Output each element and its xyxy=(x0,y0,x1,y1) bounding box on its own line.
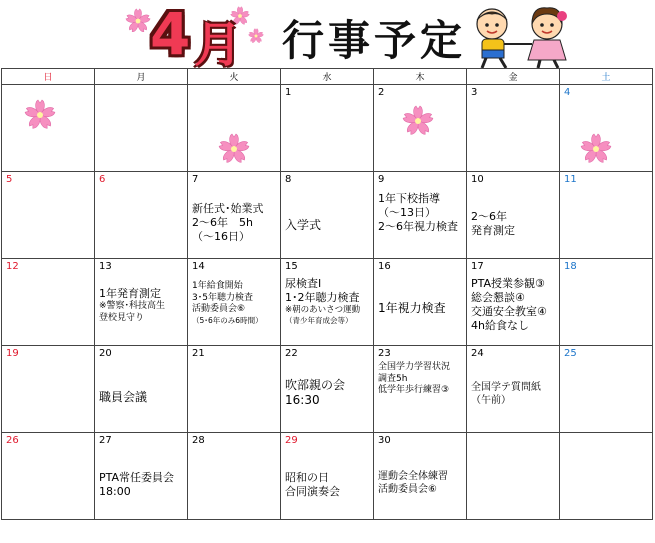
day-cell-12 xyxy=(2,259,95,346)
week-row-3 xyxy=(2,259,653,346)
event-text xyxy=(285,378,345,409)
event-text xyxy=(285,277,360,326)
event-line: 1年視力検査 xyxy=(378,301,446,315)
weekday-sun: 日 xyxy=(2,69,95,85)
day-cell-30 xyxy=(374,433,467,520)
event-line: 2～6年視力検査 xyxy=(378,220,458,234)
event-text xyxy=(378,362,450,397)
cherry-blossom-icon xyxy=(402,105,434,137)
week-row-5 xyxy=(2,433,653,520)
event-line: 活動委員会⑥ xyxy=(192,304,246,315)
event-line: 1年給食開始 xyxy=(192,281,243,291)
day-number: 28 xyxy=(192,435,205,446)
day-cell-7 xyxy=(188,172,281,259)
cherry-blossom-icon xyxy=(218,133,250,165)
day-cell-8 xyxy=(281,172,374,259)
event-text xyxy=(99,390,147,405)
day-number: 1 xyxy=(285,87,292,98)
day-number: 22 xyxy=(285,348,298,359)
day-number: 13 xyxy=(99,261,112,272)
event-line: （～13日） xyxy=(378,206,436,220)
event-line: 全国学テ質問紙 xyxy=(471,382,541,393)
day-number: 4 xyxy=(564,87,571,98)
calendar-grid xyxy=(1,68,653,520)
day-cell-21 xyxy=(188,346,281,433)
event-line: 発育測定 xyxy=(471,224,515,238)
day-number: 6 xyxy=(99,174,106,185)
event-text xyxy=(99,287,165,324)
cherry-blossom-icon xyxy=(24,99,56,131)
event-line: 低学年歩行練習③ xyxy=(378,385,450,396)
event-text xyxy=(378,471,448,497)
weekday-tue: 火 xyxy=(188,69,281,85)
day-number: 2 xyxy=(378,87,385,98)
day-number: 25 xyxy=(564,348,577,359)
day-cell-22 xyxy=(281,346,374,433)
day-cell-18 xyxy=(560,259,653,346)
week-row-4 xyxy=(2,346,653,433)
calendar-header xyxy=(0,0,655,73)
day-cell-27 xyxy=(95,433,188,520)
day-number: 12 xyxy=(6,261,19,272)
event-line: ※警察･科技高生 xyxy=(99,301,166,312)
children-illustration xyxy=(462,2,582,70)
event-text xyxy=(471,277,547,333)
week-row-1 xyxy=(2,85,653,172)
day-cell-9 xyxy=(374,172,467,259)
month-kanji: 月 xyxy=(194,17,243,73)
event-line: 活動委員会⑥ xyxy=(378,483,437,495)
day-cell-29 xyxy=(281,433,374,520)
day-number: 18 xyxy=(564,261,577,272)
day-number: 7 xyxy=(192,174,199,185)
day-number: 20 xyxy=(99,348,112,359)
event-line: ※朝のあいさつ運動 xyxy=(285,305,361,316)
day-cell-empty xyxy=(95,85,188,172)
event-text xyxy=(471,382,541,408)
event-line: 総会懇談④ xyxy=(471,291,525,305)
day-cell-17 xyxy=(467,259,560,346)
day-number: 19 xyxy=(6,348,19,359)
day-number: 27 xyxy=(99,435,112,446)
event-line: 4h給食なし xyxy=(471,319,529,333)
event-line: （～16日） xyxy=(192,230,250,244)
day-cell-28 xyxy=(188,433,281,520)
day-number: 14 xyxy=(192,261,205,272)
event-text xyxy=(378,301,446,316)
event-line: 登校見守り xyxy=(99,312,145,323)
day-cell-10 xyxy=(467,172,560,259)
event-text xyxy=(471,210,515,238)
weekday-fri: 金 xyxy=(467,69,560,85)
day-cell-6 xyxy=(95,172,188,259)
day-cell-25 xyxy=(560,346,653,433)
event-line: 吹部親の会 xyxy=(285,378,346,392)
day-number: 16 xyxy=(378,261,391,272)
event-line: 運動会全体練習 xyxy=(378,471,448,482)
day-cell-1 xyxy=(281,85,374,172)
event-line: （5･6年のみ6時間） xyxy=(192,315,263,325)
day-cell-16 xyxy=(374,259,467,346)
event-line: PTA常任委員会 xyxy=(99,471,175,484)
event-line: 新任式･始業式 xyxy=(192,202,264,215)
day-number: 23 xyxy=(378,348,391,359)
day-number: 10 xyxy=(471,174,484,185)
day-cell-14 xyxy=(188,259,281,346)
page-title: 行事予定 xyxy=(282,16,467,65)
day-number: 17 xyxy=(471,261,484,272)
day-cell-4 xyxy=(560,85,653,172)
event-line: 全国学力学習状況 xyxy=(378,362,451,372)
day-number: 26 xyxy=(6,435,19,446)
day-number: 8 xyxy=(285,174,292,185)
weekday-thu: 木 xyxy=(374,69,467,85)
day-number: 15 xyxy=(285,261,298,272)
week-row-2 xyxy=(2,172,653,259)
day-cell-23 xyxy=(374,346,467,433)
day-cell-13 xyxy=(95,259,188,346)
weekday-wed: 水 xyxy=(281,69,374,85)
event-line: 1年下校指導 xyxy=(378,192,440,205)
day-cell-24 xyxy=(467,346,560,433)
weekday-header-row xyxy=(2,69,653,85)
day-cell-15 xyxy=(281,259,374,346)
event-line: 職員会議 xyxy=(99,390,148,404)
day-cell-20 xyxy=(95,346,188,433)
event-line: 1･2年聴力検査 xyxy=(285,291,360,305)
day-cell-5 xyxy=(2,172,95,259)
event-line: 16:30 xyxy=(285,393,320,408)
event-line: 1年発育測定 xyxy=(99,287,161,300)
event-text xyxy=(378,192,458,234)
event-text xyxy=(285,218,321,233)
day-cell-empty xyxy=(560,433,653,520)
day-number: 11 xyxy=(564,174,577,185)
cherry-blossom-icon xyxy=(580,133,612,165)
event-text xyxy=(192,202,264,244)
day-cell-empty xyxy=(2,85,95,172)
day-cell-26 xyxy=(2,433,95,520)
event-line: （青少年育成会等） xyxy=(285,316,353,326)
day-cell-19 xyxy=(2,346,95,433)
event-line: （午前） xyxy=(471,394,511,406)
event-line: 2～6年 5h xyxy=(192,216,253,230)
event-line: 合同演奏会 xyxy=(285,485,340,499)
day-number: 29 xyxy=(285,435,298,446)
event-line: 入学式 xyxy=(285,218,322,232)
weekday-sat: 土 xyxy=(560,69,653,85)
event-line: 3･5年聴力検査 xyxy=(192,292,253,303)
month-label xyxy=(150,0,260,73)
month-number: 4 xyxy=(150,0,191,68)
day-cell-empty xyxy=(188,85,281,172)
event-line: 昭和の日 xyxy=(285,471,329,484)
event-line: 2～6年 xyxy=(471,210,507,223)
day-cell-11 xyxy=(560,172,653,259)
day-number: 3 xyxy=(471,87,478,98)
day-cell-empty xyxy=(467,433,560,520)
event-line: 尿検査Ⅰ xyxy=(285,277,322,290)
day-cell-2 xyxy=(374,85,467,172)
event-text xyxy=(285,471,340,499)
day-number: 9 xyxy=(378,174,385,185)
day-number: 24 xyxy=(471,348,484,359)
event-line: 交通安全教室④ xyxy=(471,305,547,319)
day-number: 5 xyxy=(6,174,13,185)
day-number: 21 xyxy=(192,348,205,359)
day-number: 30 xyxy=(378,435,391,446)
event-line: 18:00 xyxy=(99,485,131,499)
event-line: PTA授業参観③ xyxy=(471,277,545,290)
event-text xyxy=(99,471,174,499)
day-cell-3 xyxy=(467,85,560,172)
event-line: 調査5h xyxy=(378,373,408,384)
cherry-blossom-icon xyxy=(125,8,151,34)
weekday-mon: 月 xyxy=(95,69,188,85)
event-text xyxy=(192,281,263,325)
